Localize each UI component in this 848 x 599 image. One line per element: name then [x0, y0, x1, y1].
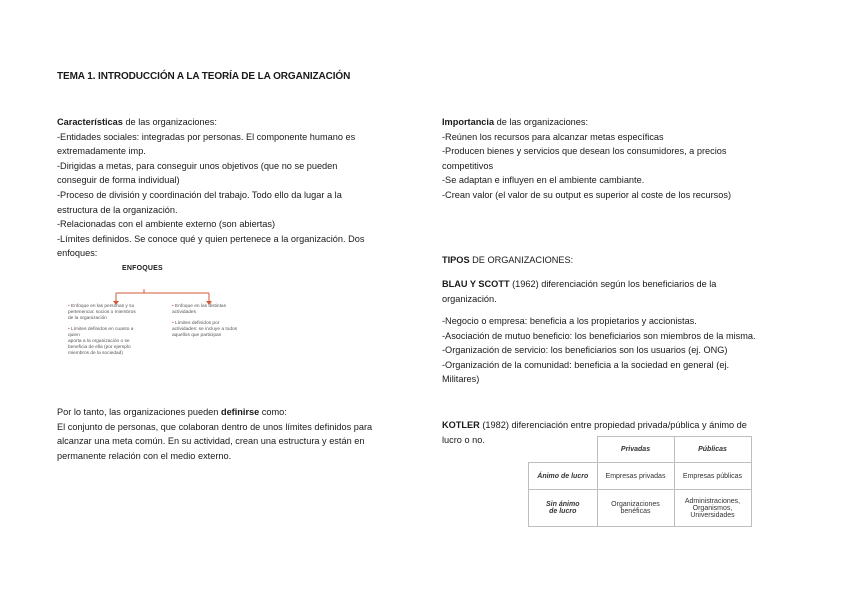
enfoque-left-item: • Enfoque en las personas y su pertenencia: socios o miembros de la organización [68, 304, 136, 321]
importance-line: -Se adaptan e influyen en el ambiente cambiante. [442, 175, 645, 186]
enfoques-diagram [64, 263, 254, 355]
kotler-line: KOTLER (1982) diferenciación entre propiedad privada/pública y ánimo de [442, 420, 747, 430]
definition-section [57, 405, 402, 463]
blau-scott-list [442, 314, 802, 387]
blau-scott-section [442, 277, 797, 306]
importance-line: -Crean valor (el valor de su output es superior al coste de los recursos) [442, 189, 732, 200]
table-cell: Administraciones, Organismos, Universidades [674, 490, 751, 527]
list-item: Militares) [442, 374, 480, 385]
blau-scott-line: BLAU Y SCOTT (1962) diferenciación según los beneficiarios de la [442, 279, 717, 289]
characteristics-line: -Límites definidos. Se conoce qué y quien pertenece a la organización. Dos [57, 233, 365, 244]
page-title: TEMA 1. INTRODUCCIÓN A LA TEORÍA DE LA ORGANIZACIÓN [57, 71, 351, 82]
importance-heading: Importancia de las organizaciones: [442, 117, 589, 127]
table-row-header: Ánimo de lucro [529, 463, 598, 490]
definition-line: permanente relación con el medio externo. [57, 450, 232, 461]
characteristics-line: -Dirigidas a metas, para conseguir unos objetivos (que no se pueden [57, 160, 338, 171]
blau-scott-line: organización. [442, 293, 497, 304]
kotler-line: lucro o no. [442, 434, 485, 445]
importance-line: -Reúnen los recursos para alcanzar metas específicas [442, 131, 664, 142]
kotler-table [528, 436, 752, 527]
table-row [529, 463, 752, 490]
characteristics-heading: Características de las organizaciones: [57, 117, 217, 127]
table-header-publicas: Públicas [674, 437, 751, 463]
enfoque-left-item: • Límites definidos en cuanto a quien aporta a la organización o se beneficia de ella (por ejemplo miembros de la sociedad) [68, 327, 134, 356]
table-row-header: Sin ánimo de lucro [529, 490, 598, 527]
importance-line: competitivos [442, 160, 494, 171]
importance-line: -Producen bienes y servicios que desean los consumidores, a precios [442, 146, 727, 157]
enfoque-right-item: • Límites definidos por actividades: se incluye a todos aquellos que participan [172, 321, 238, 338]
list-item: -Asociación de mutuo beneficio: los beneficiarios son miembros de la misma. [442, 330, 756, 341]
characteristics-line: enfoques: [57, 248, 98, 259]
characteristics-line: -Proceso de división y coordinación del trabajo. Todo ello da lugar a la [57, 189, 342, 200]
table-header-privadas: Privadas [597, 437, 674, 463]
table-cell: Empresas públicas [674, 463, 751, 490]
characteristics-line: conseguir de forma individual) [57, 175, 180, 186]
enfoque-right-item: • Enfoque en las distintas actividades [172, 304, 226, 315]
characteristics-line: -Relacionadas con el ambiente externo (son abiertas) [57, 219, 276, 230]
characteristics-line: extremadamente imp. [57, 146, 146, 157]
importance-section [442, 115, 797, 203]
list-item: -Organización de servicio: los beneficiarios son los usuarios (ej. ONG) [442, 345, 728, 356]
characteristics-line: -Entidades sociales: integradas por personas. El componente humano es [57, 131, 356, 142]
characteristics-section [57, 115, 402, 261]
definition-line: El conjunto de personas, que colaboran dentro de unos límites definidos para [57, 421, 373, 432]
definition-line: alcanzar una meta común. En su actividad, crean una estructura y están en [57, 436, 365, 447]
table-corner-cell [529, 437, 598, 463]
tipos-heading: TIPOS DE ORGANIZACIONES: [442, 255, 574, 265]
definition-intro: Por lo tanto, las organizaciones pueden definirse como: [57, 407, 287, 417]
table-cell: Organizaciones benéficas [597, 490, 674, 527]
table-row [529, 490, 752, 527]
enfoques-title: ENFOQUES [122, 265, 163, 272]
characteristics-line: estructura de la organización. [57, 204, 178, 215]
table-cell: Empresas privadas [597, 463, 674, 490]
list-item: -Negocio o empresa: beneficia a los propietarios y accionistas. [442, 316, 697, 326]
list-item: -Organización de la comunidad: beneficia a la sociedad en general (ej. [442, 359, 730, 370]
